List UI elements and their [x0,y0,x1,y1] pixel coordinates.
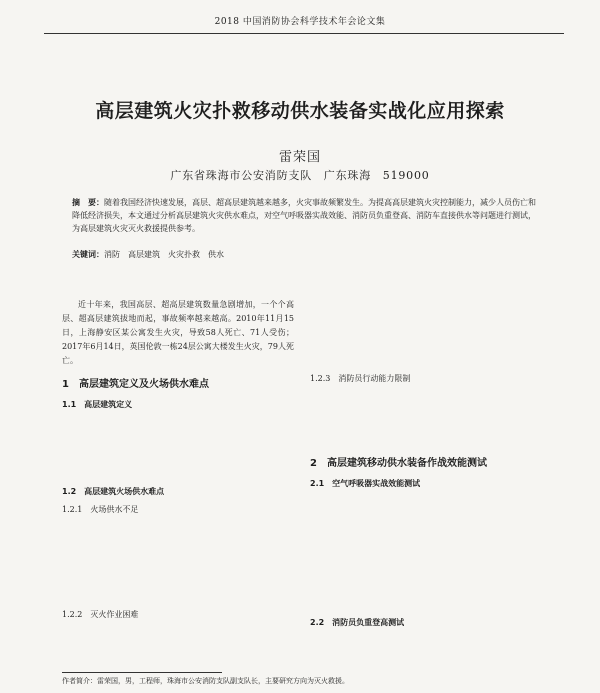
header-rule [44,33,564,34]
keywords-text: 消防 高层建筑 火灾扑救 供水 [104,250,224,259]
paper-title: 高层建筑火灾扑救移动供水装备实战化应用探索 [95,100,505,122]
section-2-1-heading: 2.1 空气呼吸器实战效能测试 [310,479,421,488]
section-2-2-heading: 2.2 消防员负重登高测试 [310,618,405,627]
author-affiliation: 广东省珠海市公安消防支队 广东珠海 519000 [170,169,430,182]
intro-paragraph: 近十年来，我国高层、超高层建筑数量急剧增加，一个个高层、超高层建筑拔地而起，事故频率越来越高。2010年11月15日，上海静安区某公寓发生火灾，导致58人死亡、71人受伤；2017年6月14日，英国伦敦一栋24层公寓大楼发生火灾，79人死亡。 [62,300,294,365]
left-column [62,298,294,675]
section-1-2-2-body [62,625,294,675]
section-2-1-body [310,494,548,610]
section-1-1-heading: 1.1 高层建筑定义 [62,400,133,409]
section-1-heading: 1 高层建筑定义及火场供水难点 [62,379,209,390]
author-name: 雷荣国 [278,150,321,165]
footnote-rule [62,672,222,673]
section-1-2-heading: 1.2 高层建筑火场供水难点 [62,487,165,496]
section-1-2-1-body [62,520,294,604]
author-footnote: 作者简介：雷荣国，男，工程师，珠海市公安消防支队副支队长，主要研究方向为灭火救援。 [62,677,349,685]
running-head: 2018 中国消防协会科学技术年会论文集 [214,17,386,27]
right-column [310,298,548,693]
abstract-text: 随着我国经济快速发展，高层、超高层建筑越来越多，火灾事故频繁发生。为提高高层建筑火灾控制能力，减少人员伤亡和降低经济损失，本文通过分析高层建筑火灾供水难点，对空气呼吸器实战效能、消防员负重登高、消防车直接供水等问题进行测试，为高层建筑火灾灭火救援提供参考。 [72,198,536,233]
section-2-heading: 2 高层建筑移动供水装备作战效能测试 [310,458,487,469]
keywords [72,248,538,261]
section-1-2-1-heading: 1.2.1 火场供水不足 [62,505,139,514]
section-1-1-body [62,415,294,479]
abstract-label: 摘 要： [72,198,104,207]
section-1-2-2-heading: 1.2.2 灭火作业困难 [62,610,139,619]
section-1-2-3-body [310,389,548,447]
keywords-label: 关键词： [72,250,104,259]
abstract [72,196,538,235]
section-1-2-3-heading: 1.2.3 消防员行动能力限制 [310,374,411,383]
right-column-continued-text [310,298,548,368]
